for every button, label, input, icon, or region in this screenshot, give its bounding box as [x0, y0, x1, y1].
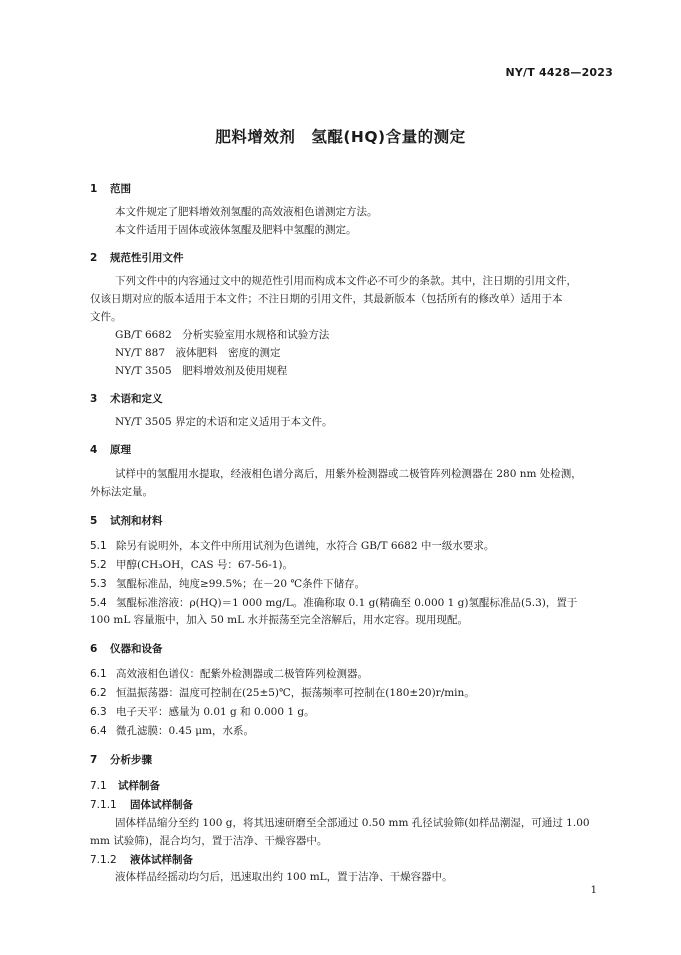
list-item	[90, 576, 365, 591]
document-title: 肥料增效剂 氢醌(HQ)含量的测定	[215, 128, 466, 146]
section-title: 分析步骤	[110, 754, 152, 766]
item-number: 5.1	[90, 540, 107, 552]
paragraph-line: 外标法定量。	[90, 486, 153, 498]
section-4-heading	[90, 442, 131, 457]
section-number: 4	[90, 444, 98, 456]
item-text: 氢醌标准溶液：ρ(HQ)＝1 000 mg/L。准确称取 0.1 g(精确至 0.000 1 g)氢醌标准品(5.3)，置于	[116, 597, 578, 609]
section-number: 7	[90, 754, 98, 766]
subsection-number: 7.1.2	[90, 854, 117, 866]
item-number: 5.2	[90, 559, 107, 571]
section-1-heading	[90, 181, 131, 196]
subsection-title: 固体试样制备	[130, 799, 193, 811]
section-title: 仪器和设备	[110, 643, 163, 655]
paragraph-line: mm 试验筛)，混合均匀，置于洁净、干燥容器中。	[90, 835, 328, 847]
reference-item: NY/T 887 液体肥料 密度的测定	[115, 347, 281, 359]
paragraph-line: 下列文件中的内容通过文中的规范性引用而构成本文件必不可少的条款。其中，注日期的引用文件，	[115, 275, 577, 287]
section-number: 5	[90, 515, 98, 527]
item-text: 电子天平：感量为 0.01 g 和 0.000 1 g。	[116, 706, 315, 718]
paragraph-line: 100 mL 容量瓶中，加入 50 mL 水并振荡至完全溶解后，用水定容。现用现配。	[90, 614, 468, 626]
section-2-heading	[90, 250, 184, 265]
subsection-heading	[90, 852, 193, 867]
paragraph-line: 固体样品缩分至约 100 g，将其迅速研磨至全部通过 0.50 mm 孔径试验筛(如样品潮湿，可通过 1.00	[115, 817, 590, 829]
reference-item: GB/T 6682 分析实验室用水规格和试验方法	[115, 329, 330, 341]
paragraph: 本文件规定了肥料增效剂氢醌的高效液相色谱测定方法。	[115, 206, 378, 218]
page-number: 1	[590, 885, 597, 896]
subsection-number: 7.1.1	[90, 799, 117, 811]
paragraph-line: 仅该日期对应的版本适用于本文件；不注日期的引用文件，其最新版本（包括所有的修改单）适用于本	[90, 293, 563, 305]
item-text: 恒温振荡器：温度可控制在(25±5)℃，振荡频率可控制在(180±20)r/min。	[116, 687, 475, 699]
item-text: 甲醇(CH₃OH，CAS 号：67-56-1)。	[116, 559, 294, 571]
section-7-heading	[90, 752, 152, 767]
item-text: 除另有说明外，本文件中所用试剂为色谱纯，水符合 GB/T 6682 中一级水要求。	[116, 540, 495, 552]
section-title: 术语和定义	[110, 393, 163, 405]
section-title: 原理	[110, 444, 131, 456]
item-text: 微孔滤膜：0.45 μm，水系。	[116, 725, 254, 737]
section-title: 范围	[110, 183, 131, 195]
list-item	[90, 557, 293, 572]
section-number: 2	[90, 252, 98, 264]
reference-item: NY/T 3505 肥料增效剂及使用规程	[115, 365, 288, 377]
paragraph-line: 试样中的氢醌用水提取，经液相色谱分离后，用紫外检测器或二极管阵列检测器在 280 nm 处检测，	[115, 468, 582, 480]
item-number: 6.4	[90, 725, 107, 737]
list-item	[90, 666, 368, 681]
section-5-heading	[90, 513, 163, 528]
section-3-heading	[90, 391, 163, 406]
item-number: 6.3	[90, 706, 107, 718]
item-number: 6.2	[90, 687, 107, 699]
paragraph: 本文件适用于固体或液体氢醌及肥料中氢醌的测定。	[115, 224, 357, 236]
item-text: 氢醌标准品，纯度≥99.5%；在－20 ℃条件下储存。	[116, 578, 366, 590]
paragraph-line: 文件。	[90, 311, 122, 323]
subsection-heading	[90, 797, 193, 812]
subsection-title: 试样制备	[118, 780, 160, 792]
section-number: 1	[90, 183, 98, 195]
subsection-heading	[90, 778, 160, 793]
item-number: 6.1	[90, 668, 107, 680]
list-item	[90, 704, 315, 719]
section-title: 试剂和材料	[110, 515, 163, 527]
item-number: 5.4	[90, 597, 107, 609]
paragraph: NY/T 3505 界定的术语和定义适用于本文件。	[115, 416, 333, 428]
paragraph: 液体样品经摇动均匀后，迅速取出约 100 mL，置于洁净、干燥容器中。	[115, 871, 453, 883]
section-title: 规范性引用文件	[110, 252, 184, 264]
section-6-heading	[90, 641, 163, 656]
list-item	[90, 538, 494, 553]
item-number: 5.3	[90, 578, 107, 590]
standard-code: NY/T 4428—2023	[505, 66, 613, 79]
section-number: 6	[90, 643, 98, 655]
list-item	[90, 685, 475, 700]
subsection-number: 7.1	[90, 780, 107, 792]
section-number: 3	[90, 393, 98, 405]
list-item	[90, 723, 254, 738]
item-text: 高效液相色谱仪：配紫外检测器或二极管阵列检测器。	[116, 668, 368, 680]
list-item	[90, 595, 577, 610]
subsection-title: 液体试样制备	[130, 854, 193, 866]
